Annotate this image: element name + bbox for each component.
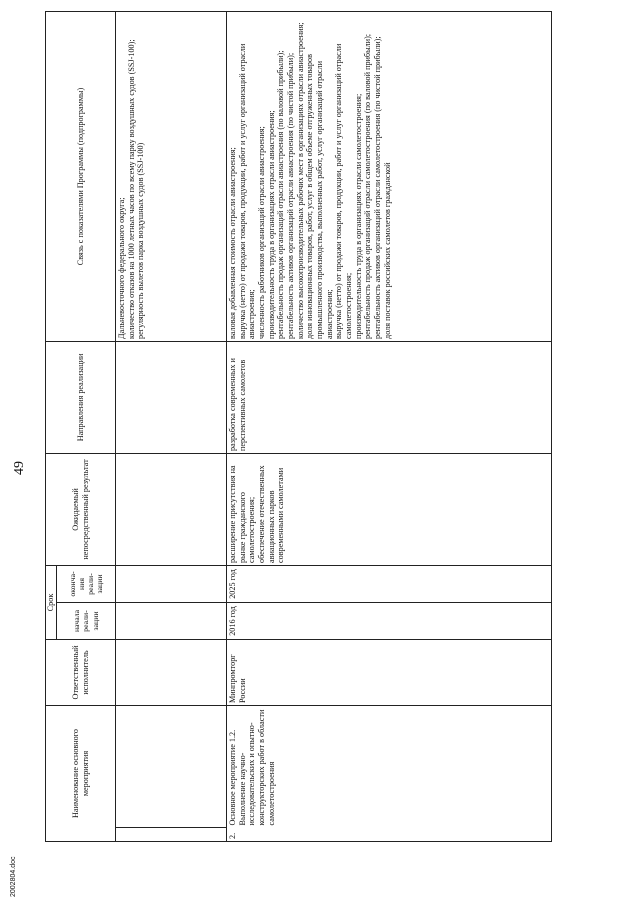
link-line: валовая добавленная стоимость отрасли авиастроения; <box>228 147 237 339</box>
link-line: количество высокопроизводительных рабочих мест в организациях отрасли авиастроения; <box>295 22 305 339</box>
link-line: выручка (нетто) от продажи товаров, продукции, работ и услуг организаций отрасли самолетостроения; <box>334 43 354 339</box>
row-result: расширение присутствия на рынке гражданского самолетостроения; обеспечение отечественных авиационных парков современными самолетами <box>227 453 552 565</box>
header-row <box>46 11 57 841</box>
row-start: 2016 год <box>227 602 552 639</box>
header-link: Связь с показателями Программы (подпрограммы) <box>46 11 116 341</box>
header-name: Наименование основного мероприятия <box>46 705 116 841</box>
link-line: доля инновационных товаров, работ, услуг в общем объеме отгруженных товаров промышленного производства, выполненных работ, услуг организаций отрасли авиастроения; <box>305 54 334 339</box>
header-term-end: оконча-ния реали-зации <box>57 565 116 602</box>
page-number: 49 <box>12 461 27 475</box>
document-id: 2002804.doc <box>10 856 17 897</box>
row-measure-name: Основное мероприятие 1.2. Выполнение научно-исследовательских и опытно-конструкторских работ в области самолетостроения <box>227 705 552 827</box>
row-number: 2. <box>227 828 552 842</box>
row-end: 2025 год <box>227 565 552 602</box>
link-line: рентабельность активов организаций отрасли самолетостроения (по чистой прибыли); <box>373 36 383 339</box>
continuation-link-cell <box>116 11 227 341</box>
link-line: производительность труда в организациях отрасли авиастроения; <box>266 110 276 339</box>
link-line: численность работников организаций отрасли авиастроения; <box>257 126 267 339</box>
link-line: рентабельность продаж организаций отрасли самолетостроения (по валовой прибыли); <box>363 33 373 339</box>
link-line: выручка (нетто) от продажи товаров, продукции, работ и услуг организаций отрасли авиастроения; <box>237 43 257 339</box>
link-line: рентабельность продаж организаций отрасли авиастроения (по валовой прибыли); <box>276 50 286 339</box>
row-directions: разработка современных и перспективных самолетов <box>227 341 552 453</box>
header-executor: Ответственный исполнитель <box>46 639 116 705</box>
table-row-continuation <box>116 11 227 841</box>
link-line: производительность труда в организациях отрасли самолетостроения; <box>353 93 363 339</box>
link-line: рентабельность активов организаций отрасли авиастроения (по чистой прибыли); <box>286 52 296 339</box>
header-directions: Направления реализации <box>46 341 116 453</box>
header-term: Срок <box>46 565 57 639</box>
table-row-measure-2 <box>227 11 552 841</box>
row-link-cell <box>227 11 552 341</box>
header-term-start: начала реали-зации <box>57 602 116 639</box>
link-line: количество отказов на 1000 летных часов по всему парку воздушных судов (SSJ-100); <box>126 39 136 339</box>
link-line: регулярность вылетов парка воздушных судов (SSJ-100) <box>136 142 146 339</box>
header-result: Ожидаемый непосредственный результат <box>46 453 116 565</box>
link-line: Дальневосточного федерального округа; <box>117 197 126 339</box>
measures-table <box>45 11 552 842</box>
link-line: доля поставок российских самолетов гражданской <box>382 162 392 339</box>
row-executor: Минпромторг России <box>227 639 552 705</box>
